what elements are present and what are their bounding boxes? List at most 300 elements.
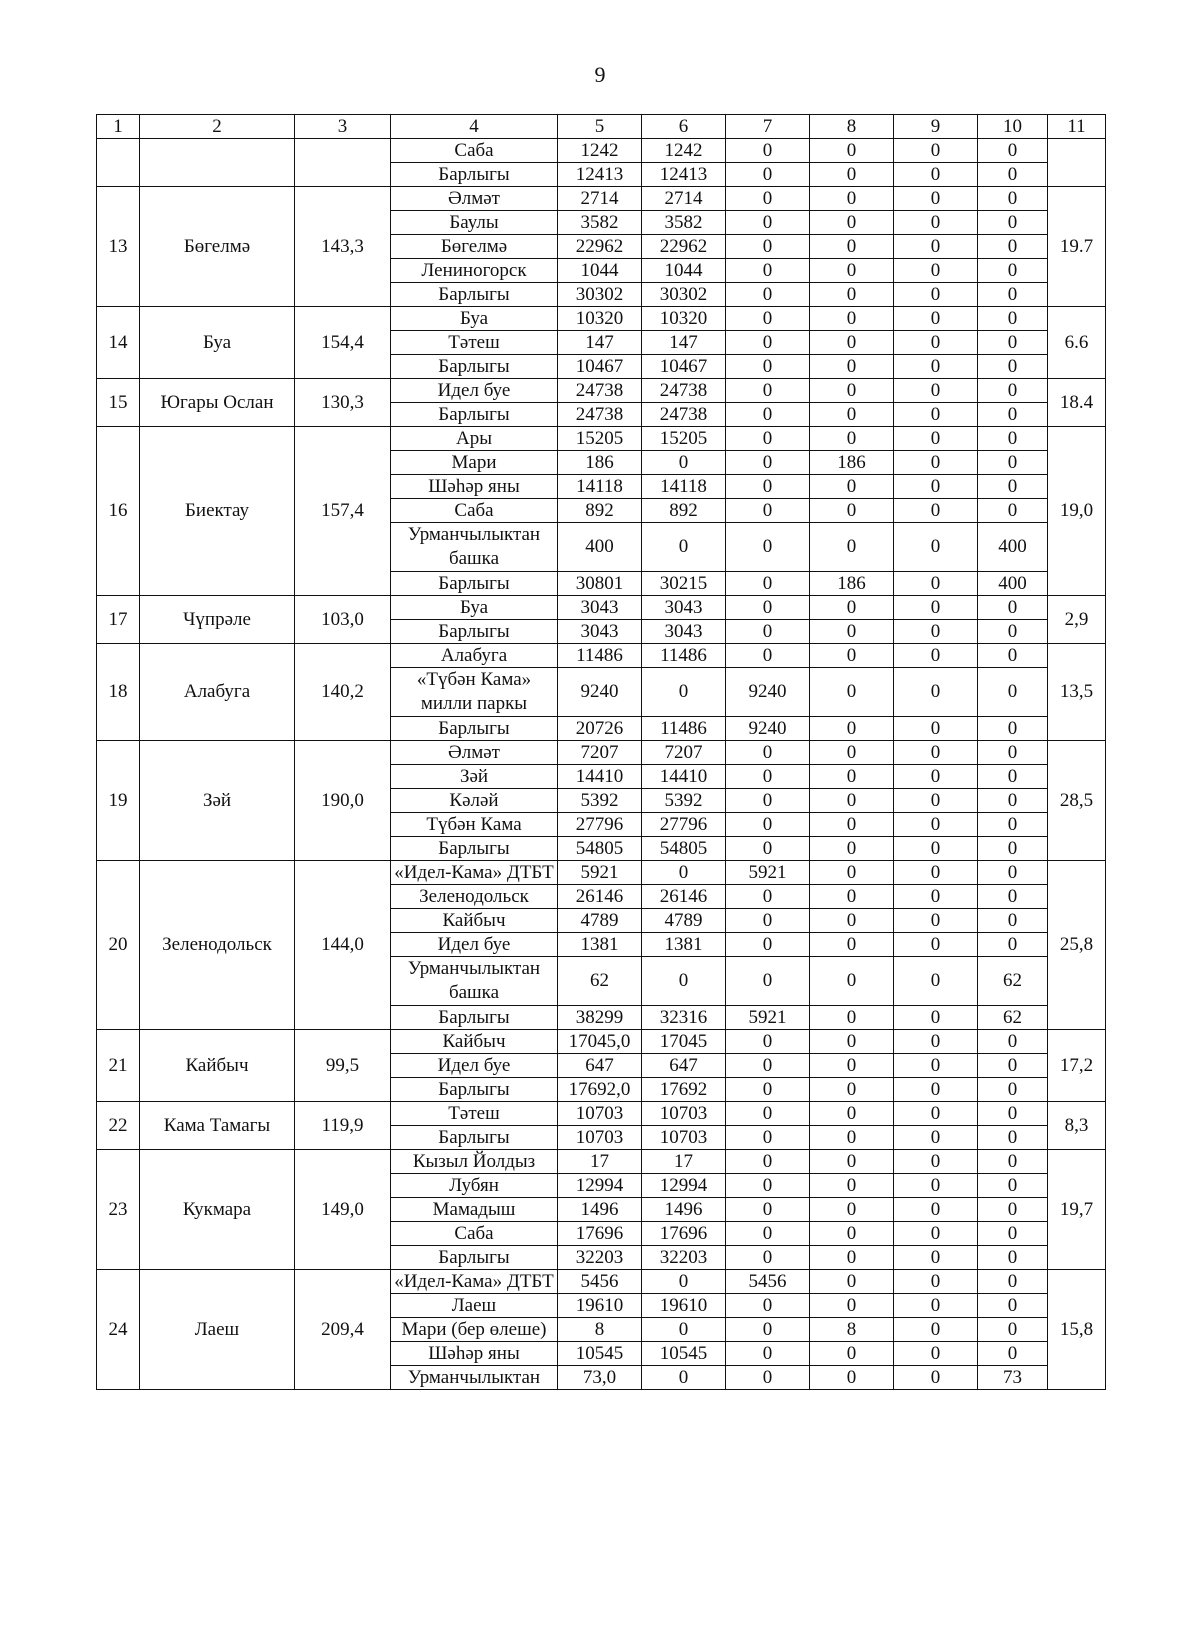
- value-cell: 0: [894, 1246, 978, 1270]
- value-cell: 0: [726, 331, 810, 355]
- value-cell: 17696: [642, 1222, 726, 1246]
- value-cell: 5456: [726, 1270, 810, 1294]
- column-header: 3: [295, 115, 391, 139]
- value-cell: 0: [726, 1126, 810, 1150]
- table-row: [97, 307, 1106, 331]
- forestry-name-cell: Ары: [391, 427, 558, 451]
- area-cell: 119,9: [295, 1102, 391, 1150]
- area-cell: 154,4: [295, 307, 391, 379]
- table-row: [97, 379, 1106, 403]
- value-cell: 0: [978, 211, 1048, 235]
- value-cell: 0: [726, 1222, 810, 1246]
- area-cell: 209,4: [295, 1270, 391, 1390]
- value-cell: 892: [642, 499, 726, 523]
- district-name-cell: Биектау: [140, 427, 295, 596]
- table-body: [97, 115, 1106, 1390]
- value-cell: 3582: [558, 211, 642, 235]
- value-cell: 10703: [642, 1102, 726, 1126]
- forestry-name-cell: Кайбыч: [391, 1030, 558, 1054]
- district-name-cell: Алабуга: [140, 644, 295, 741]
- value-cell: 5921: [558, 861, 642, 885]
- value-cell: 0: [894, 1270, 978, 1294]
- value-cell: 0: [978, 163, 1048, 187]
- value-cell: 0: [894, 1102, 978, 1126]
- value-cell: 0: [978, 668, 1048, 717]
- table-row: [97, 644, 1106, 668]
- share-cell: 19,7: [1048, 1150, 1106, 1270]
- value-cell: 0: [894, 1174, 978, 1198]
- value-cell: 3043: [642, 596, 726, 620]
- column-header: 10: [978, 115, 1048, 139]
- value-cell: 0: [726, 1342, 810, 1366]
- value-cell: 3043: [558, 596, 642, 620]
- forestry-name-cell: Кызыл Йолдыз: [391, 1150, 558, 1174]
- value-cell: 2714: [642, 187, 726, 211]
- value-cell: 10545: [558, 1342, 642, 1366]
- value-cell: 0: [810, 933, 894, 957]
- value-cell: 0: [726, 572, 810, 596]
- district-number-cell: 15: [97, 379, 140, 427]
- value-cell: 0: [978, 1078, 1048, 1102]
- forestry-name-cell: Саба: [391, 139, 558, 163]
- value-cell: 0: [810, 1222, 894, 1246]
- value-cell: 0: [894, 861, 978, 885]
- value-cell: 17: [558, 1150, 642, 1174]
- column-header: 7: [726, 115, 810, 139]
- value-cell: 0: [810, 885, 894, 909]
- value-cell: 10703: [642, 1126, 726, 1150]
- forestry-name-cell: Барлыгы: [391, 283, 558, 307]
- table-row: [97, 596, 1106, 620]
- value-cell: 19610: [558, 1294, 642, 1318]
- district-number-cell: 14: [97, 307, 140, 379]
- value-cell: 14410: [642, 765, 726, 789]
- forestry-name-cell: Баулы: [391, 211, 558, 235]
- value-cell: 0: [978, 909, 1048, 933]
- value-cell: 2714: [558, 187, 642, 211]
- value-cell: 0: [642, 861, 726, 885]
- value-cell: 0: [726, 259, 810, 283]
- value-cell: 0: [894, 957, 978, 1006]
- value-cell: 0: [810, 1246, 894, 1270]
- value-cell: 1242: [642, 139, 726, 163]
- value-cell: 0: [978, 1342, 1048, 1366]
- area-cell: 144,0: [295, 861, 391, 1030]
- value-cell: 0: [894, 211, 978, 235]
- value-cell: 0: [810, 1294, 894, 1318]
- value-cell: 17: [642, 1150, 726, 1174]
- district-number-cell: 21: [97, 1030, 140, 1102]
- value-cell: 3043: [558, 620, 642, 644]
- value-cell: 0: [894, 451, 978, 475]
- value-cell: 8: [558, 1318, 642, 1342]
- value-cell: 0: [978, 475, 1048, 499]
- forestry-name-cell: Лубян: [391, 1174, 558, 1198]
- value-cell: 647: [558, 1054, 642, 1078]
- value-cell: 0: [978, 1174, 1048, 1198]
- value-cell: 0: [810, 1126, 894, 1150]
- value-cell: 0: [978, 259, 1048, 283]
- table-row: [97, 427, 1106, 451]
- column-header: 4: [391, 115, 558, 139]
- table-row: [97, 741, 1106, 765]
- forestry-name-cell: Барлыгы: [391, 717, 558, 741]
- district-name-cell: Зәй: [140, 741, 295, 861]
- value-cell: 0: [894, 499, 978, 523]
- forestry-name-cell: «Түбән Кама» милли паркы: [391, 668, 558, 717]
- value-cell: 0: [978, 596, 1048, 620]
- value-cell: 0: [894, 765, 978, 789]
- value-cell: 0: [726, 211, 810, 235]
- value-cell: 0: [726, 283, 810, 307]
- value-cell: 0: [810, 1366, 894, 1390]
- table-row: [97, 1270, 1106, 1294]
- value-cell: 62: [978, 957, 1048, 1006]
- forestry-name-cell: Түбән Кама: [391, 813, 558, 837]
- value-cell: 32203: [558, 1246, 642, 1270]
- value-cell: 3582: [642, 211, 726, 235]
- value-cell: 400: [978, 523, 1048, 572]
- value-cell: 0: [810, 1270, 894, 1294]
- forestry-name-cell: Шәһәр яны: [391, 475, 558, 499]
- value-cell: 0: [894, 355, 978, 379]
- column-header: 5: [558, 115, 642, 139]
- value-cell: 26146: [558, 885, 642, 909]
- column-header: 1: [97, 115, 140, 139]
- value-cell: 0: [978, 813, 1048, 837]
- value-cell: 0: [726, 789, 810, 813]
- value-cell: 0: [894, 379, 978, 403]
- value-cell: 400: [558, 523, 642, 572]
- forestry-name-cell: Алабуга: [391, 644, 558, 668]
- value-cell: 0: [810, 355, 894, 379]
- value-cell: 20726: [558, 717, 642, 741]
- value-cell: 12994: [642, 1174, 726, 1198]
- value-cell: 0: [726, 1174, 810, 1198]
- share-cell: 18.4: [1048, 379, 1106, 427]
- value-cell: 0: [810, 1054, 894, 1078]
- value-cell: 0: [810, 1030, 894, 1054]
- share-cell: [1048, 139, 1106, 187]
- value-cell: 0: [726, 596, 810, 620]
- area-cell: 157,4: [295, 427, 391, 596]
- value-cell: 0: [726, 644, 810, 668]
- value-cell: 0: [810, 1150, 894, 1174]
- value-cell: 26146: [642, 885, 726, 909]
- area-cell: 130,3: [295, 379, 391, 427]
- value-cell: 0: [894, 427, 978, 451]
- value-cell: 30215: [642, 572, 726, 596]
- value-cell: 0: [726, 909, 810, 933]
- value-cell: 0: [810, 1198, 894, 1222]
- value-cell: 10545: [642, 1342, 726, 1366]
- value-cell: 0: [810, 1342, 894, 1366]
- value-cell: 0: [978, 403, 1048, 427]
- value-cell: 15205: [642, 427, 726, 451]
- value-cell: 0: [810, 499, 894, 523]
- value-cell: 62: [558, 957, 642, 1006]
- value-cell: 0: [894, 596, 978, 620]
- value-cell: 14118: [642, 475, 726, 499]
- district-number-cell: 16: [97, 427, 140, 596]
- value-cell: 0: [726, 379, 810, 403]
- forestry-name-cell: Мамадыш: [391, 1198, 558, 1222]
- forestry-name-cell: Саба: [391, 499, 558, 523]
- value-cell: 14410: [558, 765, 642, 789]
- table-row: [97, 1030, 1106, 1054]
- value-cell: 0: [726, 451, 810, 475]
- value-cell: 24738: [642, 379, 726, 403]
- value-cell: 1496: [642, 1198, 726, 1222]
- value-cell: 0: [978, 451, 1048, 475]
- value-cell: 4789: [558, 909, 642, 933]
- value-cell: 0: [894, 331, 978, 355]
- value-cell: 11486: [558, 644, 642, 668]
- value-cell: 30302: [642, 283, 726, 307]
- value-cell: 0: [894, 1222, 978, 1246]
- column-header: 8: [810, 115, 894, 139]
- value-cell: 0: [894, 1030, 978, 1054]
- value-cell: 0: [894, 789, 978, 813]
- value-cell: 186: [810, 451, 894, 475]
- value-cell: 0: [978, 283, 1048, 307]
- value-cell: 1381: [642, 933, 726, 957]
- value-cell: 0: [726, 403, 810, 427]
- value-cell: 0: [810, 813, 894, 837]
- value-cell: 0: [810, 427, 894, 451]
- value-cell: 0: [894, 837, 978, 861]
- value-cell: 0: [978, 1246, 1048, 1270]
- district-number-cell: 18: [97, 644, 140, 741]
- value-cell: 0: [894, 813, 978, 837]
- table-row: [97, 1102, 1106, 1126]
- value-cell: 10703: [558, 1102, 642, 1126]
- value-cell: 10467: [642, 355, 726, 379]
- table-row: [97, 1150, 1106, 1174]
- value-cell: 0: [642, 451, 726, 475]
- value-cell: 17045: [642, 1030, 726, 1054]
- district-number-cell: [97, 139, 140, 187]
- forestry-name-cell: Барлыгы: [391, 403, 558, 427]
- area-cell: [295, 139, 391, 187]
- value-cell: 0: [726, 837, 810, 861]
- value-cell: 0: [726, 1150, 810, 1174]
- value-cell: 0: [978, 307, 1048, 331]
- value-cell: 27796: [642, 813, 726, 837]
- share-cell: 19,0: [1048, 427, 1106, 596]
- forestry-name-cell: Идел буе: [391, 1054, 558, 1078]
- table-row: [97, 861, 1106, 885]
- value-cell: 0: [894, 163, 978, 187]
- value-cell: 10467: [558, 355, 642, 379]
- district-name-cell: Кукмара: [140, 1150, 295, 1270]
- value-cell: 0: [978, 1270, 1048, 1294]
- value-cell: 0: [810, 403, 894, 427]
- value-cell: 0: [810, 668, 894, 717]
- district-name-cell: [140, 139, 295, 187]
- district-name-cell: Югары Ослан: [140, 379, 295, 427]
- value-cell: 0: [810, 957, 894, 1006]
- forestry-name-cell: Саба: [391, 1222, 558, 1246]
- value-cell: 0: [894, 1078, 978, 1102]
- value-cell: 32203: [642, 1246, 726, 1270]
- value-cell: 0: [978, 1294, 1048, 1318]
- value-cell: 0: [894, 1150, 978, 1174]
- value-cell: 10320: [558, 307, 642, 331]
- value-cell: 0: [978, 355, 1048, 379]
- value-cell: 0: [894, 885, 978, 909]
- share-cell: 8,3: [1048, 1102, 1106, 1150]
- forestry-name-cell: Зәй: [391, 765, 558, 789]
- value-cell: 0: [726, 1294, 810, 1318]
- value-cell: 647: [642, 1054, 726, 1078]
- area-cell: 140,2: [295, 644, 391, 741]
- value-cell: 0: [978, 187, 1048, 211]
- value-cell: 0: [978, 717, 1048, 741]
- forestry-name-cell: Барлыгы: [391, 355, 558, 379]
- value-cell: 5921: [726, 1006, 810, 1030]
- value-cell: 24738: [558, 379, 642, 403]
- value-cell: 0: [642, 1318, 726, 1342]
- value-cell: 0: [726, 307, 810, 331]
- forestry-name-cell: Тәтеш: [391, 1102, 558, 1126]
- value-cell: 0: [894, 1366, 978, 1390]
- value-cell: 0: [810, 1174, 894, 1198]
- value-cell: 0: [978, 837, 1048, 861]
- column-header: 11: [1048, 115, 1106, 139]
- value-cell: 0: [726, 885, 810, 909]
- district-name-cell: Кайбыч: [140, 1030, 295, 1102]
- value-cell: 9240: [558, 668, 642, 717]
- value-cell: 17696: [558, 1222, 642, 1246]
- value-cell: 0: [894, 668, 978, 717]
- value-cell: 0: [978, 427, 1048, 451]
- value-cell: 0: [978, 1222, 1048, 1246]
- value-cell: 9240: [726, 717, 810, 741]
- value-cell: 0: [894, 1054, 978, 1078]
- value-cell: 8: [810, 1318, 894, 1342]
- value-cell: 0: [810, 1078, 894, 1102]
- value-cell: 12994: [558, 1174, 642, 1198]
- value-cell: 0: [810, 235, 894, 259]
- forestry-name-cell: Барлыгы: [391, 572, 558, 596]
- forestry-name-cell: Идел буе: [391, 933, 558, 957]
- district-number-cell: 23: [97, 1150, 140, 1270]
- value-cell: 30801: [558, 572, 642, 596]
- value-cell: 54805: [558, 837, 642, 861]
- forestry-name-cell: Идел буе: [391, 379, 558, 403]
- value-cell: 0: [726, 741, 810, 765]
- value-cell: 12413: [558, 163, 642, 187]
- column-header: 6: [642, 115, 726, 139]
- value-cell: 0: [894, 187, 978, 211]
- value-cell: 0: [894, 283, 978, 307]
- value-cell: 0: [726, 1030, 810, 1054]
- share-cell: 28,5: [1048, 741, 1106, 861]
- value-cell: 0: [978, 789, 1048, 813]
- value-cell: 0: [642, 1270, 726, 1294]
- value-cell: 0: [726, 139, 810, 163]
- value-cell: 186: [558, 451, 642, 475]
- district-number-cell: 13: [97, 187, 140, 307]
- value-cell: 0: [978, 1150, 1048, 1174]
- value-cell: 73,0: [558, 1366, 642, 1390]
- forestry-name-cell: Шәһәр яны: [391, 1342, 558, 1366]
- table-row: [97, 139, 1106, 163]
- forestry-name-cell: Барлыгы: [391, 1006, 558, 1030]
- value-cell: 0: [894, 139, 978, 163]
- forestry-name-cell: Бөгелмә: [391, 235, 558, 259]
- area-cell: 190,0: [295, 741, 391, 861]
- value-cell: 0: [978, 139, 1048, 163]
- forestry-name-cell: Зеленодольск: [391, 885, 558, 909]
- value-cell: 27796: [558, 813, 642, 837]
- district-name-cell: Буа: [140, 307, 295, 379]
- value-cell: 0: [810, 620, 894, 644]
- value-cell: 0: [726, 523, 810, 572]
- value-cell: 0: [642, 957, 726, 1006]
- value-cell: 0: [810, 861, 894, 885]
- value-cell: 5921: [726, 861, 810, 885]
- value-cell: 0: [642, 1366, 726, 1390]
- value-cell: 0: [726, 355, 810, 379]
- value-cell: 0: [726, 957, 810, 1006]
- value-cell: 7207: [642, 741, 726, 765]
- value-cell: 0: [810, 644, 894, 668]
- value-cell: 0: [978, 861, 1048, 885]
- value-cell: 0: [978, 885, 1048, 909]
- value-cell: 0: [810, 596, 894, 620]
- area-cell: 149,0: [295, 1150, 391, 1270]
- value-cell: 24738: [558, 403, 642, 427]
- value-cell: 22962: [642, 235, 726, 259]
- value-cell: 7207: [558, 741, 642, 765]
- value-cell: 0: [810, 717, 894, 741]
- value-cell: 24738: [642, 403, 726, 427]
- value-cell: 0: [726, 235, 810, 259]
- share-cell: 25,8: [1048, 861, 1106, 1030]
- value-cell: 5456: [558, 1270, 642, 1294]
- column-header: 9: [894, 115, 978, 139]
- value-cell: 0: [810, 379, 894, 403]
- value-cell: 0: [810, 837, 894, 861]
- share-cell: 2,9: [1048, 596, 1106, 644]
- value-cell: 0: [978, 499, 1048, 523]
- forestry-name-cell: «Идел-Кама» ДТБТ: [391, 861, 558, 885]
- value-cell: 0: [894, 235, 978, 259]
- value-cell: 17045,0: [558, 1030, 642, 1054]
- value-cell: 0: [894, 259, 978, 283]
- data-table: [96, 114, 1106, 1390]
- value-cell: 0: [978, 741, 1048, 765]
- value-cell: 32316: [642, 1006, 726, 1030]
- value-cell: 0: [894, 909, 978, 933]
- value-cell: 147: [642, 331, 726, 355]
- value-cell: 9240: [726, 668, 810, 717]
- value-cell: 0: [894, 307, 978, 331]
- value-cell: 11486: [642, 644, 726, 668]
- value-cell: 0: [894, 620, 978, 644]
- value-cell: 0: [894, 741, 978, 765]
- header-row: [97, 115, 1106, 139]
- value-cell: 0: [810, 523, 894, 572]
- forestry-name-cell: Кәләй: [391, 789, 558, 813]
- value-cell: 0: [642, 668, 726, 717]
- value-cell: 0: [978, 765, 1048, 789]
- value-cell: 0: [810, 259, 894, 283]
- value-cell: 1044: [558, 259, 642, 283]
- value-cell: 0: [978, 379, 1048, 403]
